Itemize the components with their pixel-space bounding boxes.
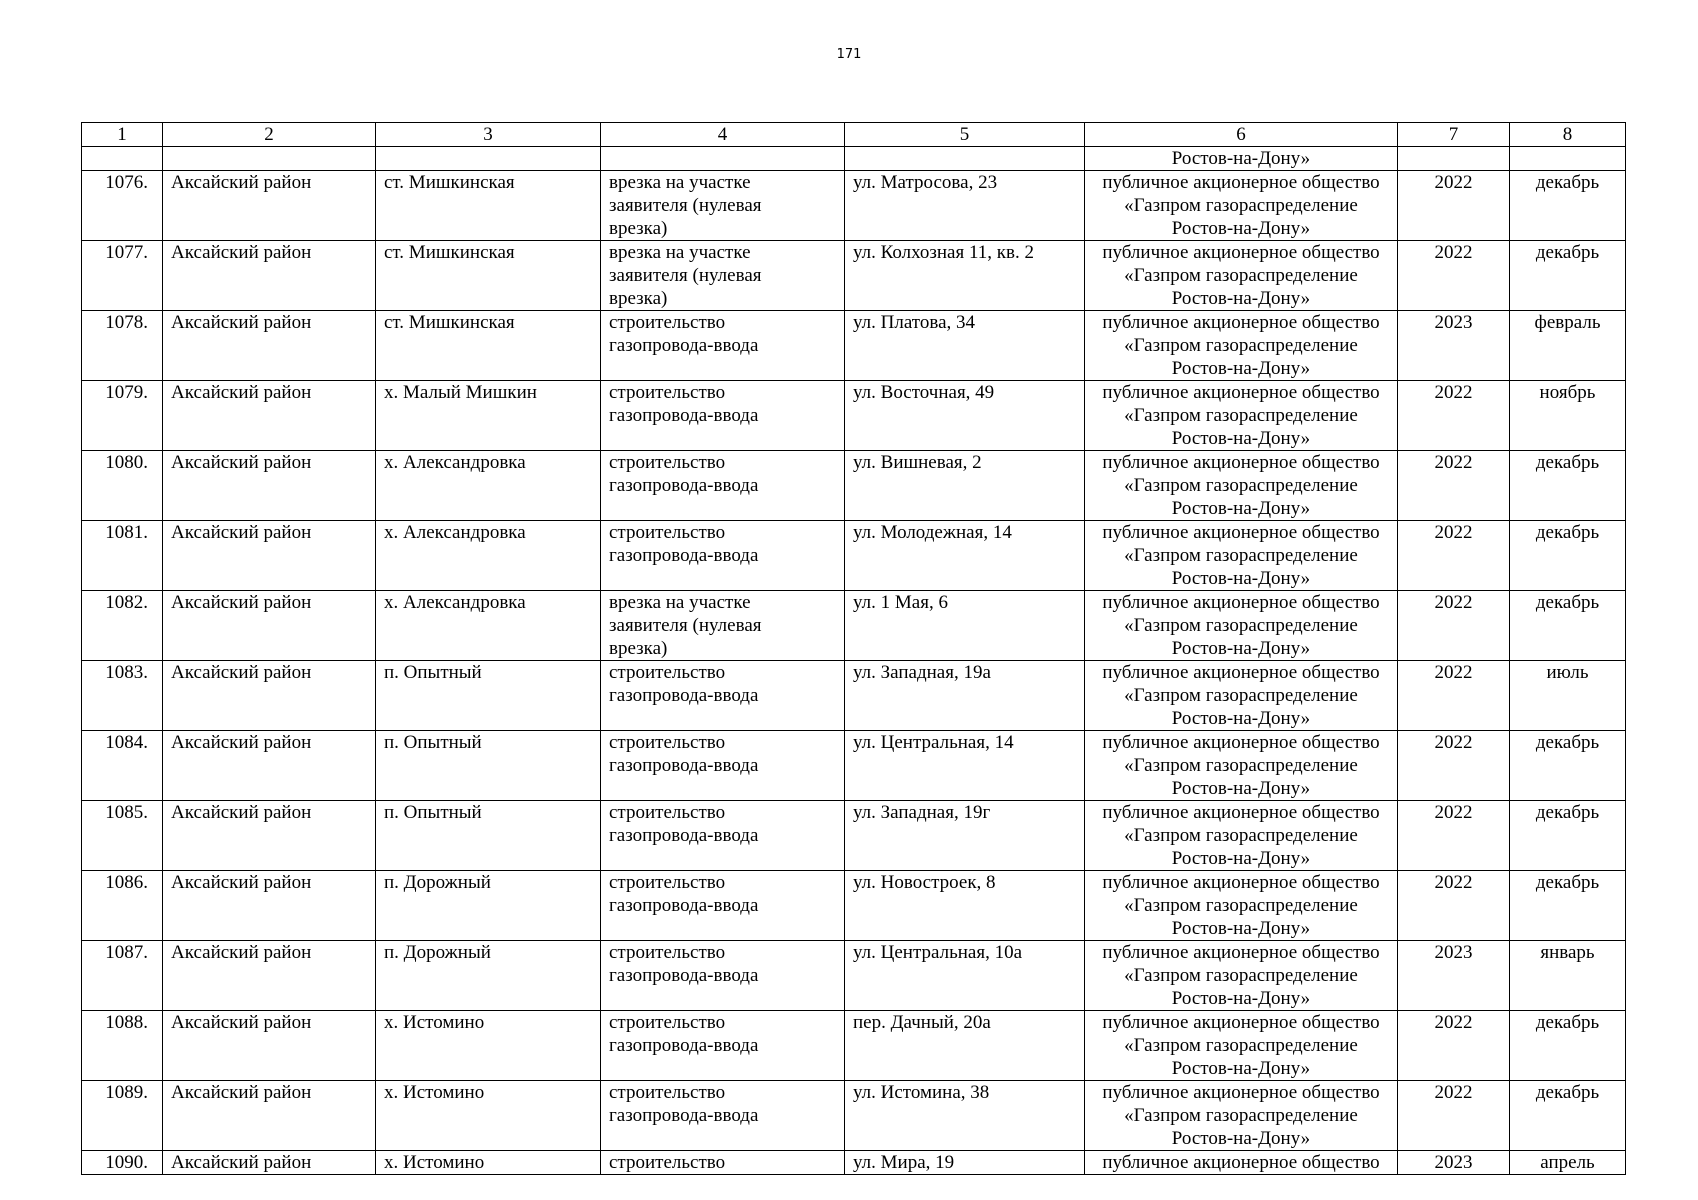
cell-district: Аксайский район [163, 171, 376, 241]
cell-settlement: х. Истомино [376, 1151, 601, 1175]
cell-address: ул. Вишневая, 2 [845, 451, 1085, 521]
cell-organization-line: «Газпром газораспределение [1124, 615, 1358, 636]
cell-organization-line: Ростов-на-Дону» [1171, 708, 1311, 729]
cell-work-type [601, 731, 845, 801]
cell-work-type [601, 171, 845, 241]
cell-organization [1085, 871, 1398, 941]
cell-number: 1081. [82, 521, 163, 591]
cell-district: Аксайский район [163, 941, 376, 1011]
cell-year: 2022 [1398, 661, 1510, 731]
cell-organization: Ростов-на-Дону» [1085, 147, 1398, 171]
cell-year: 2022 [1398, 1081, 1510, 1151]
cell-work-type [601, 521, 845, 591]
cell-district: Аксайский район [163, 311, 376, 381]
cell-district: Аксайский район [163, 521, 376, 591]
cell-number: 1079. [82, 381, 163, 451]
cell-work-type-line: заявителя (нулевая [609, 265, 762, 286]
cell-organization-line: Ростов-на-Дону» [1171, 988, 1311, 1009]
cell-work-type-line: заявителя (нулевая [609, 615, 762, 636]
cell-organization-line: публичное акционерное общество [1102, 452, 1380, 473]
table-row [82, 731, 1626, 801]
cell-settlement: х. Истомино [376, 1011, 601, 1081]
cell-organization-line: Ростов-на-Дону» [1171, 358, 1311, 379]
cell-work-type-line: строительство [609, 1152, 726, 1173]
cell-settlement: х. Малый Мишкин [376, 381, 601, 451]
cell-year: 2022 [1398, 871, 1510, 941]
cell-work-type-line: строительство [609, 872, 726, 893]
cell-district: Аксайский район [163, 1081, 376, 1151]
cell-work-type-line: газопровода-ввода [609, 755, 759, 776]
cell-work-type [601, 1011, 845, 1081]
cell-organization-line: публичное акционерное общество [1102, 382, 1380, 403]
cell-work-type-line: строительство [609, 732, 726, 753]
cell-work-type-line: врезка) [609, 218, 668, 239]
cell-organization-line: публичное акционерное общество [1102, 942, 1380, 963]
cell-year: 2023 [1398, 1151, 1510, 1175]
cell-work-type-line: строительство [609, 382, 726, 403]
cell-organization [1085, 801, 1398, 871]
cell-organization-line: публичное акционерное общество [1102, 592, 1380, 613]
cell-work-type [601, 311, 845, 381]
cell-district: Аксайский район [163, 1011, 376, 1081]
cell-work-type-line: газопровода-ввода [609, 335, 759, 356]
cell-empty [376, 147, 601, 171]
cell-settlement: х. Александровка [376, 451, 601, 521]
cell-work-type-line: строительство [609, 662, 726, 683]
cell-work-type-line: газопровода-ввода [609, 965, 759, 986]
cell-address: ул. Истомина, 38 [845, 1081, 1085, 1151]
cell-month: декабрь [1510, 241, 1626, 311]
cell-number: 1077. [82, 241, 163, 311]
cell-settlement: п. Дорожный [376, 871, 601, 941]
table-row [82, 171, 1626, 241]
cell-year: 2023 [1398, 311, 1510, 381]
cell-organization [1085, 521, 1398, 591]
cell-work-type [601, 941, 845, 1011]
cell-organization [1085, 381, 1398, 451]
cell-empty [82, 147, 163, 171]
cell-work-type [601, 451, 845, 521]
cell-year: 2022 [1398, 171, 1510, 241]
cell-work-type-line: строительство [609, 942, 726, 963]
cell-settlement: х. Александровка [376, 521, 601, 591]
cell-number: 1082. [82, 591, 163, 661]
cell-address: пер. Дачный, 20а [845, 1011, 1085, 1081]
cell-year: 2022 [1398, 451, 1510, 521]
cell-address: ул. Западная, 19г [845, 801, 1085, 871]
cell-month: декабрь [1510, 1011, 1626, 1081]
cell-work-type [601, 241, 845, 311]
cell-settlement: п. Дорожный [376, 941, 601, 1011]
cell-organization [1085, 1151, 1398, 1175]
cell-month: январь [1510, 941, 1626, 1011]
cell-work-type-line: врезка на участке [609, 242, 751, 263]
cell-organization [1085, 731, 1398, 801]
table-row [82, 871, 1626, 941]
cell-organization [1085, 941, 1398, 1011]
cell-year: 2022 [1398, 1011, 1510, 1081]
cell-work-type-line: врезка на участке [609, 172, 751, 193]
cell-work-type-line: строительство [609, 312, 726, 333]
cell-number: 1078. [82, 311, 163, 381]
cell-district: Аксайский район [163, 451, 376, 521]
cell-address: ул. Молодежная, 14 [845, 521, 1085, 591]
cell-work-type-line: строительство [609, 1082, 726, 1103]
cell-address: ул. Центральная, 14 [845, 731, 1085, 801]
table-row [82, 661, 1626, 731]
cell-number: 1085. [82, 801, 163, 871]
cell-organization-line: «Газпром газораспределение [1124, 195, 1358, 216]
cell-organization-line: Ростов-на-Дону» [1171, 918, 1311, 939]
cell-organization [1085, 241, 1398, 311]
cell-empty [163, 147, 376, 171]
cell-year: 2023 [1398, 941, 1510, 1011]
table-row [82, 521, 1626, 591]
cell-work-type [601, 1081, 845, 1151]
cell-district: Аксайский район [163, 241, 376, 311]
table-row [82, 1011, 1626, 1081]
cell-organization-line: «Газпром газораспределение [1124, 755, 1358, 776]
cell-settlement: п. Опытный [376, 661, 601, 731]
cell-organization-line: Ростов-на-Дону» [1171, 428, 1311, 449]
cell-work-type-line: газопровода-ввода [609, 1105, 759, 1126]
table-row [82, 801, 1626, 871]
cell-organization-line: «Газпром газораспределение [1124, 825, 1358, 846]
cell-year: 2022 [1398, 731, 1510, 801]
cell-empty [601, 147, 845, 171]
cell-work-type-line: врезка на участке [609, 592, 751, 613]
column-header: 4 [601, 123, 845, 147]
table-row [82, 241, 1626, 311]
cell-organization-line: «Газпром газораспределение [1124, 685, 1358, 706]
table-row [82, 941, 1626, 1011]
cell-work-type-line: газопровода-ввода [609, 405, 759, 426]
column-header: 6 [1085, 123, 1398, 147]
cell-settlement: х. Истомино [376, 1081, 601, 1151]
cell-work-type [601, 871, 845, 941]
cell-organization [1085, 1011, 1398, 1081]
cell-year: 2022 [1398, 801, 1510, 871]
column-header: 3 [376, 123, 601, 147]
cell-month: декабрь [1510, 801, 1626, 871]
cell-organization-line: публичное акционерное общество [1102, 802, 1380, 823]
cell-district: Аксайский район [163, 1151, 376, 1175]
cell-work-type-line: газопровода-ввода [609, 825, 759, 846]
column-header: 8 [1510, 123, 1626, 147]
cell-settlement: ст. Мишкинская [376, 241, 601, 311]
cell-organization-line: «Газпром газораспределение [1124, 545, 1358, 566]
cell-work-type [601, 801, 845, 871]
cell-month: декабрь [1510, 171, 1626, 241]
cell-month: декабрь [1510, 871, 1626, 941]
cell-number: 1088. [82, 1011, 163, 1081]
cell-organization-line: «Газпром газораспределение [1124, 895, 1358, 916]
cell-empty [1510, 147, 1626, 171]
column-header-row [82, 123, 1626, 147]
cell-empty [1398, 147, 1510, 171]
cell-work-type-line: врезка) [609, 638, 668, 659]
cell-work-type-line: газопровода-ввода [609, 1035, 759, 1056]
cell-month: декабрь [1510, 451, 1626, 521]
cell-organization-line: публичное акционерное общество [1102, 242, 1380, 263]
cell-work-type-line: строительство [609, 522, 726, 543]
cell-work-type-line: строительство [609, 1012, 726, 1033]
cell-organization [1085, 661, 1398, 731]
cell-number: 1090. [82, 1151, 163, 1175]
cell-work-type-line: газопровода-ввода [609, 895, 759, 916]
cell-organization-line: публичное акционерное общество [1102, 1152, 1380, 1173]
cell-year: 2022 [1398, 521, 1510, 591]
table-row [82, 451, 1626, 521]
cell-organization-line: Ростов-на-Дону» [1171, 498, 1311, 519]
page-number: 171 [836, 47, 862, 62]
cell-number: 1086. [82, 871, 163, 941]
cell-address: ул. 1 Мая, 6 [845, 591, 1085, 661]
cell-organization-line: публичное акционерное общество [1102, 872, 1380, 893]
cell-work-type-line: газопровода-ввода [609, 545, 759, 566]
cell-address: ул. Западная, 19а [845, 661, 1085, 731]
cell-address: ул. Новостроек, 8 [845, 871, 1085, 941]
cell-organization [1085, 1081, 1398, 1151]
table-body [82, 123, 1626, 1175]
cell-organization-line: публичное акционерное общество [1102, 172, 1380, 193]
cell-organization-line: публичное акционерное общество [1102, 522, 1380, 543]
cell-district: Аксайский район [163, 381, 376, 451]
cell-work-type [601, 591, 845, 661]
cell-settlement: ст. Мишкинская [376, 171, 601, 241]
cell-organization-line: Ростов-на-Дону» [1171, 568, 1311, 589]
cell-address: ул. Мира, 19 [845, 1151, 1085, 1175]
cell-settlement: п. Опытный [376, 731, 601, 801]
cell-month: ноябрь [1510, 381, 1626, 451]
cell-district: Аксайский район [163, 661, 376, 731]
cell-organization-line: публичное акционерное общество [1102, 732, 1380, 753]
cell-district: Аксайский район [163, 871, 376, 941]
cell-month: июль [1510, 661, 1626, 731]
cell-district: Аксайский район [163, 801, 376, 871]
cell-address: ул. Восточная, 49 [845, 381, 1085, 451]
cell-work-type-line: газопровода-ввода [609, 475, 759, 496]
cell-work-type-line: строительство [609, 802, 726, 823]
cell-address: ул. Центральная, 10а [845, 941, 1085, 1011]
cell-organization-line: «Газпром газораспределение [1124, 405, 1358, 426]
cell-number: 1076. [82, 171, 163, 241]
cell-organization-line: публичное акционерное общество [1102, 312, 1380, 333]
cell-organization-line: публичное акционерное общество [1102, 662, 1380, 683]
cell-number: 1084. [82, 731, 163, 801]
cell-month: декабрь [1510, 521, 1626, 591]
cell-address: ул. Матросова, 23 [845, 171, 1085, 241]
cell-month: декабрь [1510, 731, 1626, 801]
cell-month: декабрь [1510, 591, 1626, 661]
cell-district: Аксайский район [163, 591, 376, 661]
cell-work-type-line: врезка) [609, 288, 668, 309]
cell-organization-line: Ростов-на-Дону» [1171, 218, 1311, 239]
cell-work-type-line: газопровода-ввода [609, 685, 759, 706]
cell-organization [1085, 311, 1398, 381]
cell-organization [1085, 591, 1398, 661]
cell-organization-line: «Газпром газораспределение [1124, 1035, 1358, 1056]
cell-organization-line: «Газпром газораспределение [1124, 335, 1358, 356]
cell-organization-line: Ростов-на-Дону» [1171, 638, 1311, 659]
cell-year: 2022 [1398, 381, 1510, 451]
continued-row [82, 147, 1626, 171]
cell-address: ул. Платова, 34 [845, 311, 1085, 381]
cell-number: 1087. [82, 941, 163, 1011]
cell-organization-line: Ростов-на-Дону» [1171, 1128, 1311, 1149]
cell-month: февраль [1510, 311, 1626, 381]
cell-district: Аксайский район [163, 731, 376, 801]
table-row [82, 1081, 1626, 1151]
cell-work-type-line: строительство [609, 452, 726, 473]
cell-settlement: х. Александровка [376, 591, 601, 661]
cell-organization-line: публичное акционерное общество [1102, 1012, 1380, 1033]
cell-organization-line: Ростов-на-Дону» [1171, 778, 1311, 799]
cell-organization-line: Ростов-на-Дону» [1171, 848, 1311, 869]
cell-organization-line: «Газпром газораспределение [1124, 265, 1358, 286]
cell-month: декабрь [1510, 1081, 1626, 1151]
cell-work-type [601, 1151, 845, 1175]
cell-organization-line: «Газпром газораспределение [1124, 965, 1358, 986]
cell-organization-line: «Газпром газораспределение [1124, 1105, 1358, 1126]
table-row [82, 1151, 1626, 1175]
cell-organization [1085, 451, 1398, 521]
table-row [82, 311, 1626, 381]
cell-work-type [601, 661, 845, 731]
cell-work-type-line: заявителя (нулевая [609, 195, 762, 216]
cell-address: ул. Колхозная 11, кв. 2 [845, 241, 1085, 311]
cell-year: 2022 [1398, 241, 1510, 311]
cell-organization-line: публичное акционерное общество [1102, 1082, 1380, 1103]
cell-number: 1083. [82, 661, 163, 731]
cell-month: апрель [1510, 1151, 1626, 1175]
column-header: 5 [845, 123, 1085, 147]
cell-settlement: ст. Мишкинская [376, 311, 601, 381]
column-header: 1 [82, 123, 163, 147]
cell-number: 1080. [82, 451, 163, 521]
table-row [82, 381, 1626, 451]
cell-empty [845, 147, 1085, 171]
column-header: 2 [163, 123, 376, 147]
cell-number: 1089. [82, 1081, 163, 1151]
table-row [82, 591, 1626, 661]
cell-organization [1085, 171, 1398, 241]
cell-year: 2022 [1398, 591, 1510, 661]
column-header: 7 [1398, 123, 1510, 147]
cell-work-type [601, 381, 845, 451]
cell-organization-line: «Газпром газораспределение [1124, 475, 1358, 496]
cell-organization-line: Ростов-на-Дону» [1171, 1058, 1311, 1079]
cell-organization-line: Ростов-на-Дону» [1171, 288, 1311, 309]
cell-settlement: п. Опытный [376, 801, 601, 871]
registry-table [81, 122, 1626, 1175]
